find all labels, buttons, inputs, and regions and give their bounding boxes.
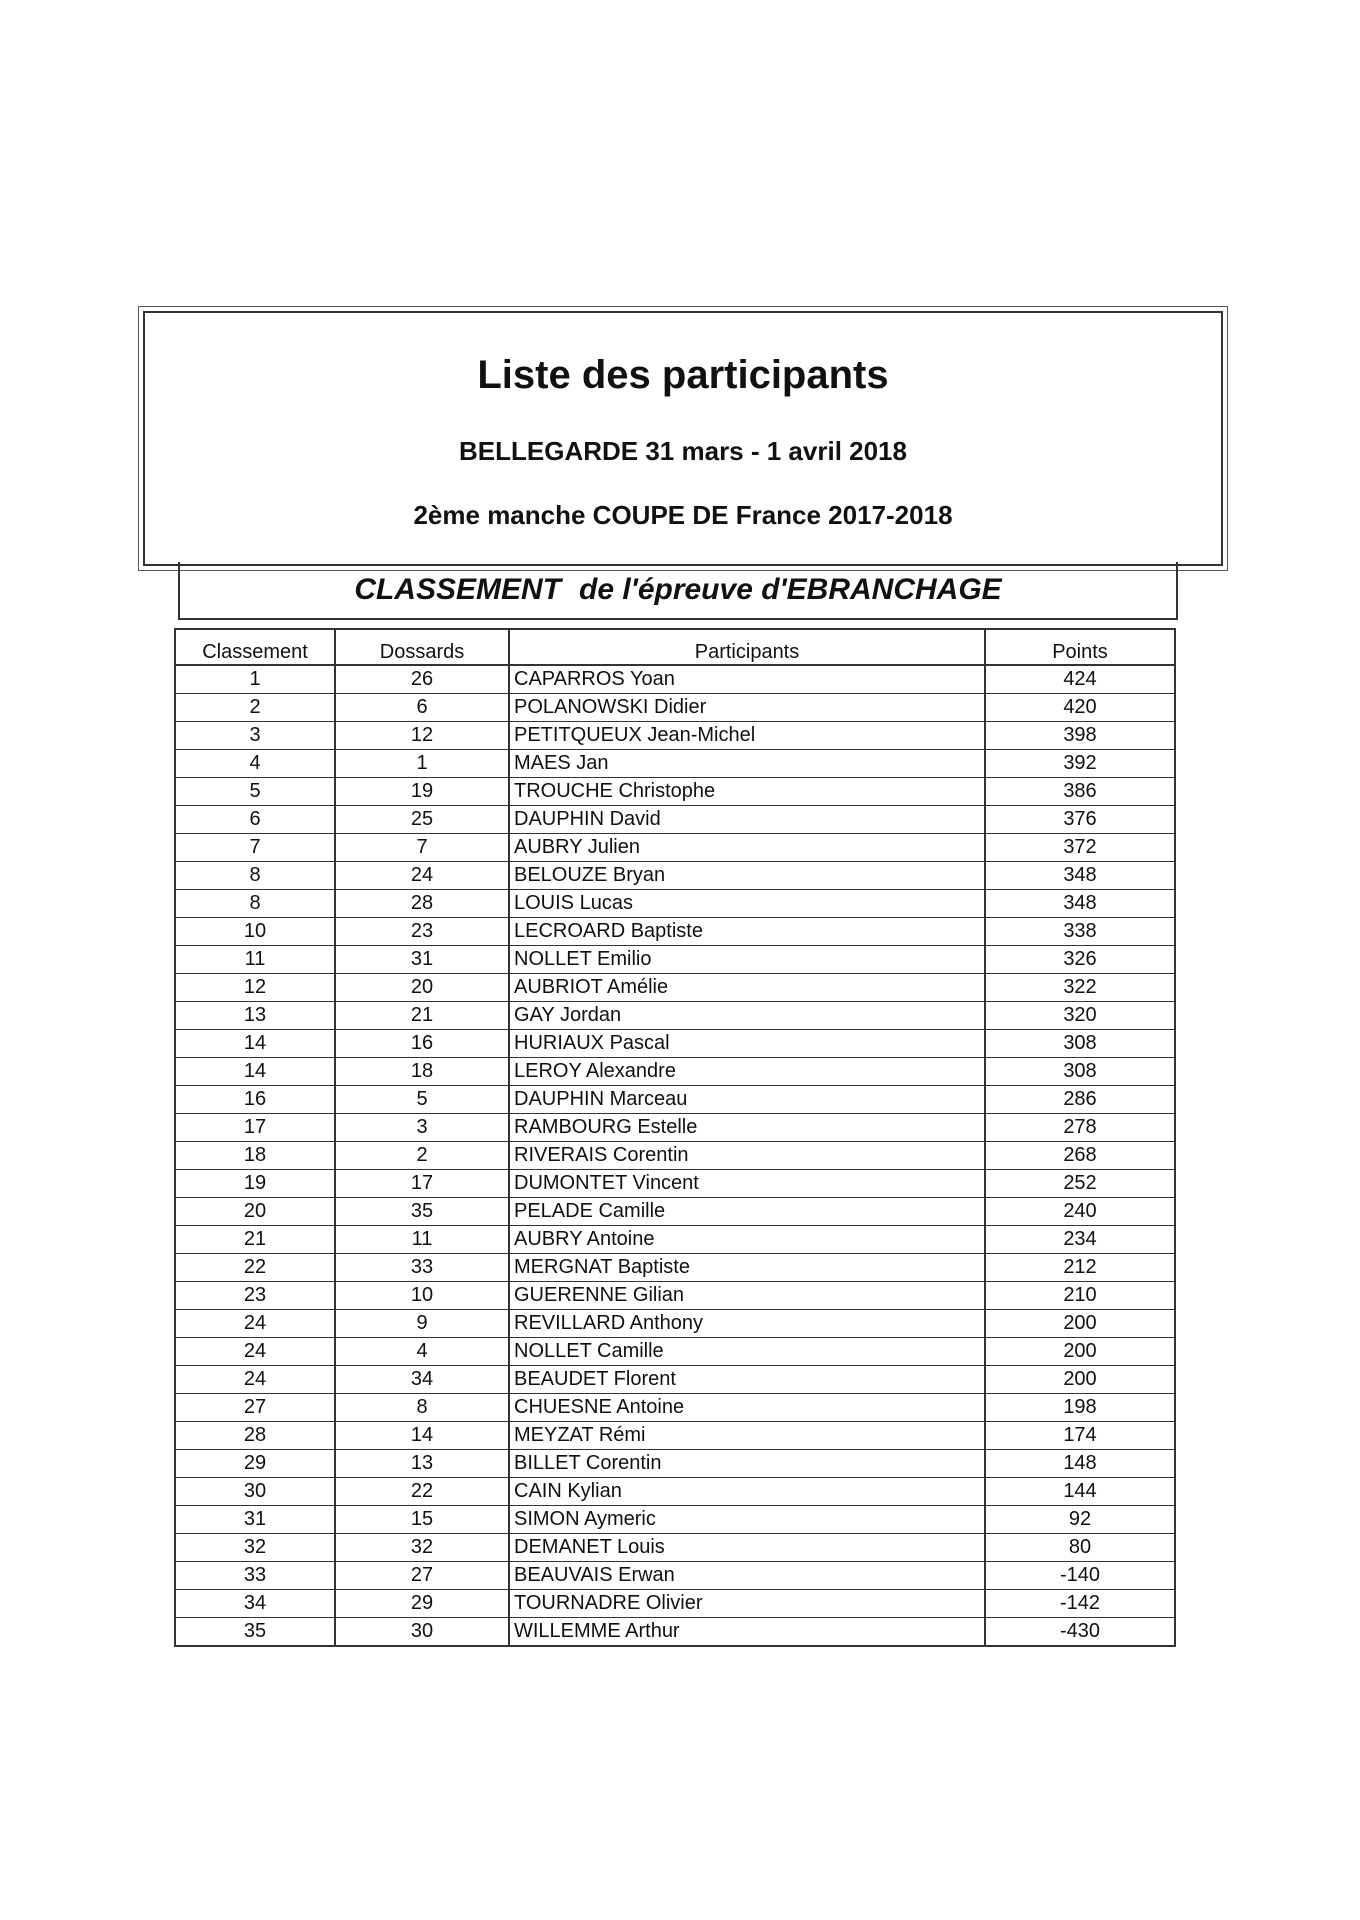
bib-cell: 12 (335, 722, 509, 750)
bib-cell: 21 (335, 1002, 509, 1030)
bib-cell: 15 (335, 1506, 509, 1534)
participant-cell: CAIN Kylian (509, 1478, 985, 1506)
points-cell: 392 (985, 750, 1175, 778)
points-cell: 338 (985, 918, 1175, 946)
participant-cell: LOUIS Lucas (509, 890, 985, 918)
rank-cell: 30 (175, 1478, 335, 1506)
points-cell: 308 (985, 1030, 1175, 1058)
points-cell: 212 (985, 1254, 1175, 1282)
table-row (175, 1114, 1175, 1142)
rank-cell: 10 (175, 918, 335, 946)
points-cell: 92 (985, 1506, 1175, 1534)
rank-cell: 29 (175, 1450, 335, 1478)
table-row (175, 974, 1175, 1002)
table-row (175, 1198, 1175, 1226)
rank-cell: 8 (175, 862, 335, 890)
table-row (175, 1394, 1175, 1422)
bib-cell: 29 (335, 1590, 509, 1618)
results-table (174, 628, 1176, 1647)
table-row (175, 1562, 1175, 1590)
points-cell: 200 (985, 1366, 1175, 1394)
header-dossards: Dossards (335, 629, 509, 665)
participant-cell: DAUPHIN David (509, 806, 985, 834)
participant-cell: POLANOWSKI Didier (509, 694, 985, 722)
table-row (175, 1422, 1175, 1450)
rank-cell: 24 (175, 1338, 335, 1366)
rank-cell: 33 (175, 1562, 335, 1590)
participant-cell: CAPARROS Yoan (509, 665, 985, 694)
bib-cell: 23 (335, 918, 509, 946)
points-cell: 348 (985, 890, 1175, 918)
table-row (175, 1366, 1175, 1394)
rank-cell: 14 (175, 1058, 335, 1086)
bib-cell: 22 (335, 1478, 509, 1506)
points-cell: 308 (985, 1058, 1175, 1086)
table-row (175, 1590, 1175, 1618)
classement-heading (178, 562, 1178, 620)
rank-cell: 34 (175, 1590, 335, 1618)
bib-cell: 30 (335, 1618, 509, 1647)
participant-cell: REVILLARD Anthony (509, 1310, 985, 1338)
participant-cell: AUBRY Antoine (509, 1226, 985, 1254)
participant-cell: PETITQUEUX Jean-Michel (509, 722, 985, 750)
header-frame (143, 311, 1223, 566)
bib-cell: 3 (335, 1114, 509, 1142)
table-row (175, 1086, 1175, 1114)
page-title: Liste des participants (477, 353, 889, 397)
bib-cell: 19 (335, 778, 509, 806)
table-row (175, 1450, 1175, 1478)
table-row (175, 1310, 1175, 1338)
bib-cell: 26 (335, 665, 509, 694)
round-subtitle: 2ème manche COUPE DE France 2017-2018 (413, 500, 953, 530)
points-cell: 398 (985, 722, 1175, 750)
points-cell: -140 (985, 1562, 1175, 1590)
participant-cell: DUMONTET Vincent (509, 1170, 985, 1198)
bib-cell: 31 (335, 946, 509, 974)
rank-cell: 31 (175, 1506, 335, 1534)
points-cell: 326 (985, 946, 1175, 974)
rank-cell: 6 (175, 806, 335, 834)
points-cell: 144 (985, 1478, 1175, 1506)
points-cell: 240 (985, 1198, 1175, 1226)
participant-cell: RAMBOURG Estelle (509, 1114, 985, 1142)
points-cell: 420 (985, 694, 1175, 722)
bib-cell: 11 (335, 1226, 509, 1254)
participant-cell: BELOUZE Bryan (509, 862, 985, 890)
bib-cell: 13 (335, 1450, 509, 1478)
bib-cell: 7 (335, 834, 509, 862)
bib-cell: 34 (335, 1366, 509, 1394)
table-header-row (175, 629, 1175, 665)
rank-cell: 14 (175, 1030, 335, 1058)
table-row (175, 1002, 1175, 1030)
points-cell: 234 (985, 1226, 1175, 1254)
participant-cell: TOURNADRE Olivier (509, 1590, 985, 1618)
participant-cell: HURIAUX Pascal (509, 1030, 985, 1058)
table-row (175, 834, 1175, 862)
bib-cell: 14 (335, 1422, 509, 1450)
participant-cell: MEYZAT Rémi (509, 1422, 985, 1450)
table-row (175, 694, 1175, 722)
participant-cell: BEAUVAIS Erwan (509, 1562, 985, 1590)
rank-cell: 17 (175, 1114, 335, 1142)
event-subtitle: BELLEGARDE 31 mars - 1 avril 2018 (459, 436, 907, 466)
table-row (175, 1282, 1175, 1310)
participant-cell: NOLLET Camille (509, 1338, 985, 1366)
rank-cell: 3 (175, 722, 335, 750)
rank-cell: 35 (175, 1618, 335, 1647)
header-points: Points (985, 629, 1175, 665)
table-body (175, 665, 1175, 1646)
table-row (175, 1226, 1175, 1254)
table-row (175, 862, 1175, 890)
bib-cell: 32 (335, 1534, 509, 1562)
rank-cell: 4 (175, 750, 335, 778)
participant-cell: GAY Jordan (509, 1002, 985, 1030)
table-row (175, 806, 1175, 834)
participant-cell: GUERENNE Gilian (509, 1282, 985, 1310)
bib-cell: 25 (335, 806, 509, 834)
table-row (175, 722, 1175, 750)
bib-cell: 16 (335, 1030, 509, 1058)
rank-cell: 20 (175, 1198, 335, 1226)
rank-cell: 1 (175, 665, 335, 694)
table-row (175, 1534, 1175, 1562)
points-cell: 376 (985, 806, 1175, 834)
bib-cell: 6 (335, 694, 509, 722)
table-row (175, 1058, 1175, 1086)
points-cell: 348 (985, 862, 1175, 890)
table-row (175, 1030, 1175, 1058)
bib-cell: 8 (335, 1394, 509, 1422)
participant-cell: DAUPHIN Marceau (509, 1086, 985, 1114)
rank-cell: 27 (175, 1394, 335, 1422)
points-cell: 200 (985, 1338, 1175, 1366)
rank-cell: 12 (175, 974, 335, 1002)
bib-cell: 33 (335, 1254, 509, 1282)
classement-rest: de l'épreuve d'EBRANCHAGE (579, 573, 1002, 606)
table-row (175, 1142, 1175, 1170)
table-row (175, 1618, 1175, 1647)
rank-cell: 23 (175, 1282, 335, 1310)
table-row (175, 1478, 1175, 1506)
participant-cell: MAES Jan (509, 750, 985, 778)
bib-cell: 18 (335, 1058, 509, 1086)
bib-cell: 1 (335, 750, 509, 778)
participant-cell: SIMON Aymeric (509, 1506, 985, 1534)
table-row (175, 918, 1175, 946)
table-row (175, 946, 1175, 974)
points-cell: 268 (985, 1142, 1175, 1170)
rank-cell: 18 (175, 1142, 335, 1170)
table-row (175, 1338, 1175, 1366)
points-cell: -142 (985, 1590, 1175, 1618)
header-participants: Participants (509, 629, 985, 665)
rank-cell: 21 (175, 1226, 335, 1254)
points-cell: 322 (985, 974, 1175, 1002)
rank-cell: 16 (175, 1086, 335, 1114)
rank-cell: 2 (175, 694, 335, 722)
participant-cell: MERGNAT Baptiste (509, 1254, 985, 1282)
rank-cell: 5 (175, 778, 335, 806)
points-cell: 286 (985, 1086, 1175, 1114)
table-row (175, 665, 1175, 694)
points-cell: 278 (985, 1114, 1175, 1142)
bib-cell: 28 (335, 890, 509, 918)
bib-cell: 27 (335, 1562, 509, 1590)
points-cell: 320 (985, 1002, 1175, 1030)
bib-cell: 4 (335, 1338, 509, 1366)
participant-cell: TROUCHE Christophe (509, 778, 985, 806)
rank-cell: 22 (175, 1254, 335, 1282)
bib-cell: 9 (335, 1310, 509, 1338)
header-classement: Classement (175, 629, 335, 665)
bib-cell: 20 (335, 974, 509, 1002)
points-cell: -430 (985, 1618, 1175, 1647)
points-cell: 210 (985, 1282, 1175, 1310)
points-cell: 174 (985, 1422, 1175, 1450)
rank-cell: 8 (175, 890, 335, 918)
classement-lead: CLASSEMENT (354, 573, 561, 606)
table-row (175, 1506, 1175, 1534)
participant-cell: BEAUDET Florent (509, 1366, 985, 1394)
points-cell: 198 (985, 1394, 1175, 1422)
points-cell: 252 (985, 1170, 1175, 1198)
points-cell: 200 (985, 1310, 1175, 1338)
bib-cell: 35 (335, 1198, 509, 1226)
participant-cell: NOLLET Emilio (509, 946, 985, 974)
bib-cell: 24 (335, 862, 509, 890)
bib-cell: 10 (335, 1282, 509, 1310)
points-cell: 386 (985, 778, 1175, 806)
table-row (175, 778, 1175, 806)
participant-cell: AUBRIOT Amélie (509, 974, 985, 1002)
rank-cell: 24 (175, 1366, 335, 1394)
participant-cell: LEROY Alexandre (509, 1058, 985, 1086)
rank-cell: 32 (175, 1534, 335, 1562)
table-row (175, 1170, 1175, 1198)
rank-cell: 28 (175, 1422, 335, 1450)
points-cell: 80 (985, 1534, 1175, 1562)
participant-cell: CHUESNE Antoine (509, 1394, 985, 1422)
table-row (175, 750, 1175, 778)
participant-cell: DEMANET Louis (509, 1534, 985, 1562)
participant-cell: BILLET Corentin (509, 1450, 985, 1478)
rank-cell: 13 (175, 1002, 335, 1030)
table-row (175, 890, 1175, 918)
participant-cell: PELADE Camille (509, 1198, 985, 1226)
points-cell: 148 (985, 1450, 1175, 1478)
participant-cell: RIVERAIS Corentin (509, 1142, 985, 1170)
bib-cell: 5 (335, 1086, 509, 1114)
table-row (175, 1254, 1175, 1282)
participant-cell: LECROARD Baptiste (509, 918, 985, 946)
bib-cell: 2 (335, 1142, 509, 1170)
points-cell: 424 (985, 665, 1175, 694)
rank-cell: 24 (175, 1310, 335, 1338)
bib-cell: 17 (335, 1170, 509, 1198)
rank-cell: 19 (175, 1170, 335, 1198)
points-cell: 372 (985, 834, 1175, 862)
rank-cell: 7 (175, 834, 335, 862)
participant-cell: WILLEMME Arthur (509, 1618, 985, 1647)
rank-cell: 11 (175, 946, 335, 974)
participant-cell: AUBRY Julien (509, 834, 985, 862)
